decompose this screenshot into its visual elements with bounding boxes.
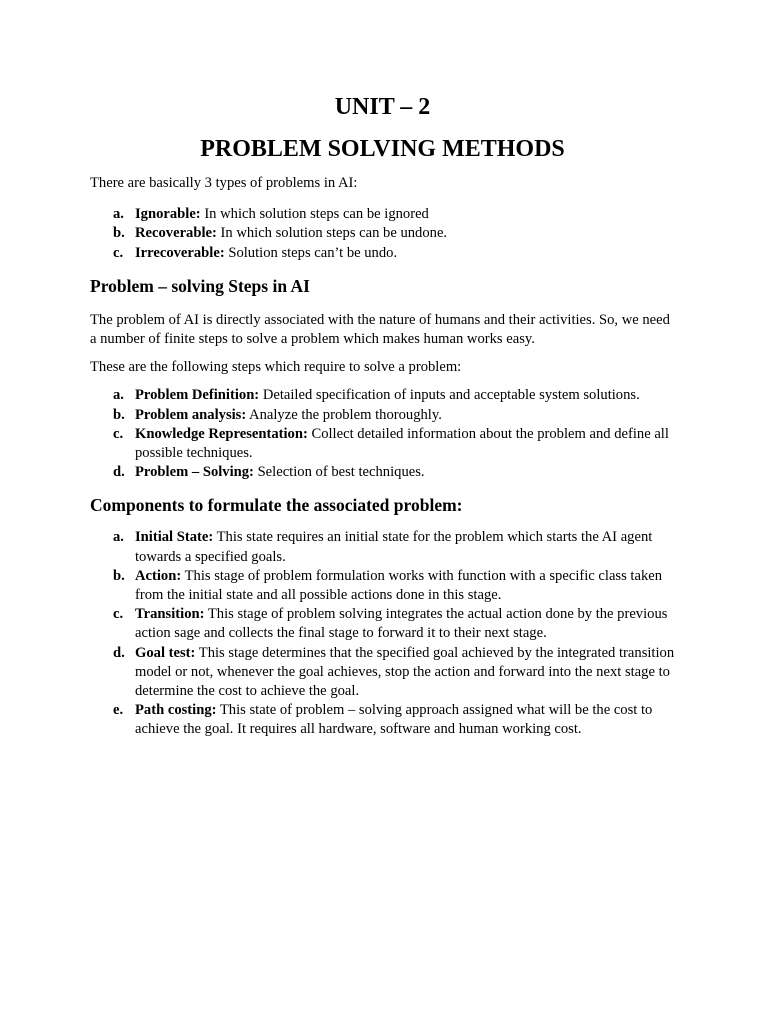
list-term: Goal test: bbox=[135, 644, 196, 661]
list-item bbox=[113, 605, 675, 643]
list-text: Collect detailed information about the problem and define all possible techniques. bbox=[135, 425, 669, 462]
list-text: Solution steps can’t be undo. bbox=[224, 244, 398, 261]
list-text: This stage of problem formulation works with function with a specific class taken from the initial state and all possible actions done in this stage. bbox=[135, 567, 663, 604]
list-item bbox=[113, 567, 675, 605]
list-item bbox=[113, 244, 675, 263]
list-item bbox=[113, 224, 675, 243]
list-marker: d. bbox=[113, 464, 125, 481]
list-marker: e. bbox=[113, 702, 124, 719]
list-text: Analyze the problem thoroughly. bbox=[246, 406, 442, 423]
list-marker: c. bbox=[113, 425, 124, 442]
list-term: Action: bbox=[135, 567, 182, 584]
problem-types-list bbox=[90, 205, 675, 263]
list-term: Ignorable: bbox=[135, 206, 201, 223]
list-item bbox=[113, 205, 675, 224]
list-item bbox=[113, 701, 675, 739]
list-term: Recoverable: bbox=[135, 225, 217, 242]
components-list bbox=[90, 528, 675, 739]
list-term: Path costing: bbox=[135, 702, 217, 719]
list-term: Initial State: bbox=[135, 529, 214, 546]
document-page bbox=[90, 92, 675, 740]
list-item bbox=[113, 644, 675, 702]
list-text: This state requires an initial state for the problem which starts the AI agent towards a specified goals. bbox=[135, 529, 653, 565]
steps-list bbox=[90, 386, 675, 482]
list-marker: c. bbox=[113, 606, 124, 623]
body-paragraph: The problem of AI is directly associated with the nature of humans and their activities. So, we need a number of finite steps to solve a problem which makes human works easy. bbox=[90, 311, 670, 348]
list-term: Problem – Solving: bbox=[135, 464, 254, 481]
list-term: Transition: bbox=[135, 606, 205, 623]
list-text: This stage determines that the specified goal achieved by the integrated transition model or not, whenever the goal achieves, stop the action and forward into the next stage to determine the cost to achieve the goal. bbox=[135, 644, 675, 700]
unit-title: UNIT – 2 bbox=[334, 94, 431, 120]
list-term: Problem analysis: bbox=[135, 406, 247, 423]
list-item bbox=[113, 463, 675, 482]
list-item bbox=[113, 425, 675, 463]
list-marker: b. bbox=[113, 406, 125, 423]
list-term: Problem Definition: bbox=[135, 387, 260, 404]
list-item bbox=[113, 406, 675, 425]
list-text: This state of problem – solving approach assigned what will be the cost to achieve the goal. It requires all hardware, software and human working cost. bbox=[135, 702, 653, 738]
list-marker: b. bbox=[113, 567, 125, 584]
intro-paragraph: There are basically 3 types of problems in AI: bbox=[90, 175, 358, 191]
list-marker: a. bbox=[113, 387, 124, 404]
list-marker: b. bbox=[113, 225, 125, 242]
list-text: In which solution steps can be undone. bbox=[216, 225, 448, 242]
page-title: PROBLEM SOLVING METHODS bbox=[200, 136, 565, 162]
list-term: Knowledge Representation: bbox=[135, 425, 308, 442]
list-text: Detailed specification of inputs and acceptable system solutions. bbox=[259, 387, 640, 404]
body-paragraph: These are the following steps which require to solve a problem: bbox=[90, 359, 462, 376]
list-item bbox=[113, 528, 675, 566]
list-marker: d. bbox=[113, 644, 125, 661]
list-marker: a. bbox=[113, 529, 124, 546]
list-item bbox=[113, 386, 675, 405]
list-text: In which solution steps can be ignored bbox=[200, 206, 429, 223]
list-marker: c. bbox=[113, 244, 124, 261]
list-marker: a. bbox=[113, 206, 124, 223]
list-text: This stage of problem solving integrates the actual action done by the previous action sage and collects the final stage to forward it to their next stage. bbox=[135, 606, 668, 642]
list-text: Selection of best techniques. bbox=[253, 464, 425, 481]
section-heading-steps: Problem – solving Steps in AI bbox=[90, 275, 310, 296]
section-heading-components: Components to formulate the associated problem: bbox=[90, 495, 463, 516]
list-term: Irrecoverable: bbox=[135, 244, 225, 261]
